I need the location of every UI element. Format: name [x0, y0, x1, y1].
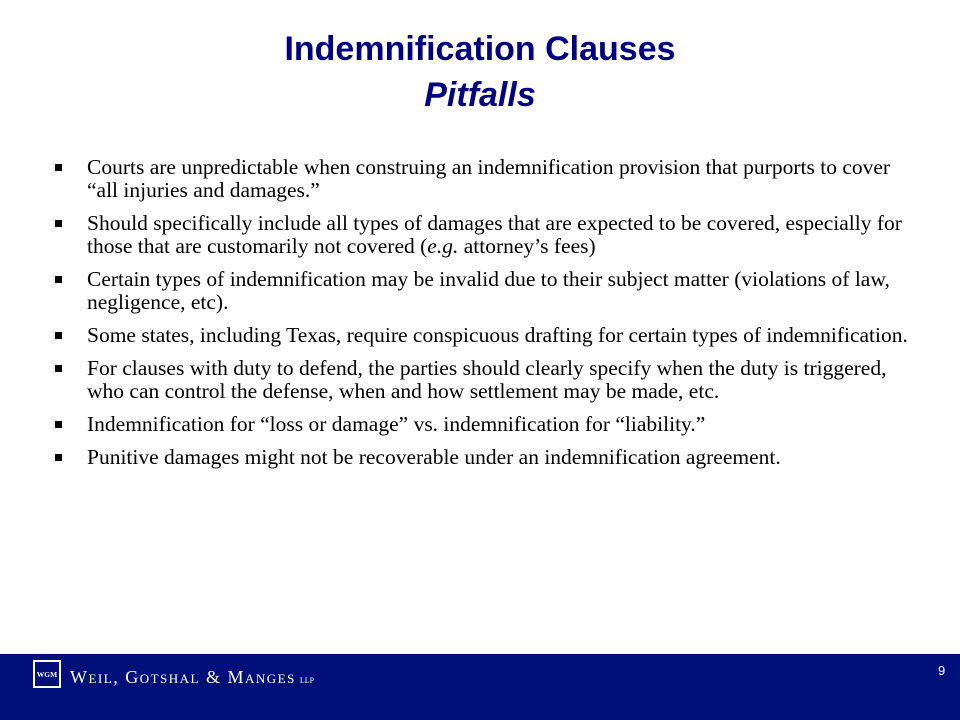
bullet-text: Certain types of indemnification may be invalid due to their subject matter (violations of law, negligence, etc). [87, 267, 890, 314]
bullet-item [52, 357, 914, 403]
bullet-list [52, 156, 914, 479]
square-bullet-icon [55, 164, 62, 171]
slide-title-block [0, 26, 960, 118]
bullet-text: Courts are unpredictable when construing an indemnification provision that purports to cover “all injuries and damages.” [87, 155, 891, 202]
bullet-text-after: attorney’s fees) [458, 234, 596, 258]
bullet-item [52, 212, 914, 258]
slide-title: Indemnification Clauses [284, 30, 676, 68]
bullet-item [52, 413, 914, 436]
bullet-item [52, 268, 914, 314]
firm-name-text: Weil, Gotshal & Manges [70, 667, 296, 687]
bullet-text: Indemnification for “loss or damage” vs. indemnification for “liability.” [87, 412, 706, 436]
logo-text: WGM [36, 670, 58, 679]
page-number: 9 [938, 663, 946, 678]
square-bullet-icon [55, 332, 62, 339]
bullet-text: For clauses with duty to defend, the parties should clearly specify when the duty is triggered, who can control the defense, when and how settlement may be made, etc. [87, 356, 887, 403]
square-bullet-icon [55, 365, 62, 372]
bullet-item [52, 324, 914, 347]
monogram-svg [35, 662, 59, 686]
slide-subtitle: Pitfalls [424, 76, 536, 114]
bullet-text: Punitive damages might not be recoverable under an indemnification agreement. [87, 445, 781, 469]
square-bullet-icon [55, 220, 62, 227]
bullet-text [87, 212, 914, 258]
bullet-item [52, 446, 914, 469]
firm-suffix: LLP [299, 676, 315, 685]
bullet-text: Some states, including Texas, require conspicuous drafting for certain types of indemnification. [87, 323, 908, 347]
bullet-text-italic: e.g. [427, 234, 459, 258]
bullet-text-before: Should specifically include all types of damages that are expected to be covered, especially for those that are customarily not covered ( [87, 211, 902, 258]
firm-name [70, 667, 314, 688]
square-bullet-icon [55, 454, 62, 461]
square-bullet-icon [55, 276, 62, 283]
bullet-item [52, 156, 914, 202]
square-bullet-icon [55, 421, 62, 428]
wgm-monogram-icon [33, 660, 61, 688]
